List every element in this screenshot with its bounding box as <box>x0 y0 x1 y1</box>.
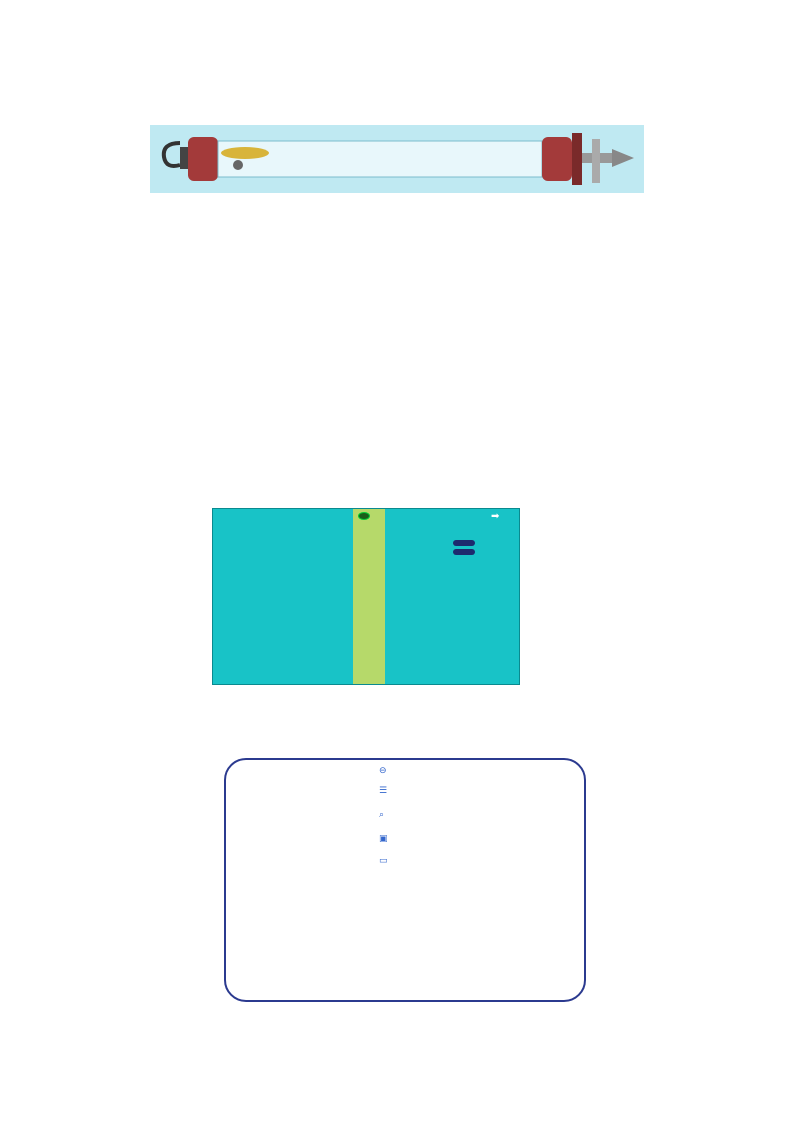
free-fall-diagram <box>224 758 586 1002</box>
tube-left-collar <box>188 137 218 181</box>
newton-tube-drawing <box>150 125 644 193</box>
free-fall-drawing <box>226 760 584 1000</box>
tube-hook <box>164 143 180 166</box>
strobe-photo-figure <box>212 508 520 685</box>
ruler-ticks <box>353 509 385 684</box>
ruler-ball <box>358 512 370 520</box>
glass-tube <box>218 141 542 177</box>
card-icon[interactable]: ▭ <box>379 856 388 866</box>
ruler <box>353 509 385 684</box>
zoom-icon[interactable]: ⌕ <box>379 810 385 820</box>
replay-button[interactable] <box>453 549 475 555</box>
tube-left-cap <box>180 147 188 169</box>
newton-tube-figure <box>150 125 644 193</box>
valve-handle <box>592 139 600 183</box>
layers-icon[interactable]: ☰ <box>379 786 388 796</box>
tube-right-collar <box>542 137 572 181</box>
minus-icon[interactable]: ⊖ <box>379 766 387 776</box>
image-icon[interactable]: ▣ <box>379 834 388 844</box>
feather <box>221 147 269 159</box>
coin <box>233 160 243 170</box>
next-arrow-icon[interactable]: ➡ <box>491 511 500 522</box>
play-button[interactable] <box>453 540 475 546</box>
tube-nozzle <box>612 149 634 167</box>
tube-right-ring <box>572 133 582 185</box>
